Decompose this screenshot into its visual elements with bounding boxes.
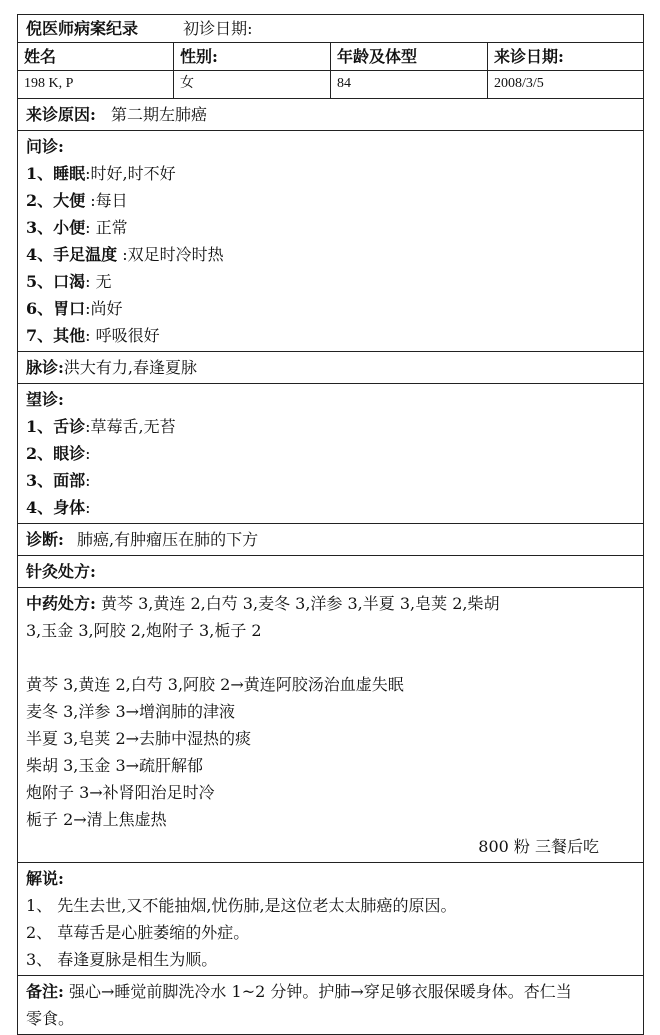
explanation-item: 2、 草莓舌是心脏萎缩的外症。 [26,923,250,942]
reason-value: 第二期左肺癌 [111,105,208,124]
observation-item: 4、身体: [26,498,91,517]
first-visit-label: 初诊日期: [183,19,253,38]
herbal-note: 柴胡 3,玉金 3→疏肝解郁 [26,756,204,775]
reason-label: 来诊原因: [26,105,96,124]
herbal-line-2: 3,玉金 3,阿胶 2,炮附子 3,栀子 2 [26,621,262,640]
diagnosis-value: 肺癌,有肿瘤压在肺的下方 [77,530,259,549]
remarks-section [18,976,643,1034]
title-row [18,15,643,43]
herbal-dosage: 800 粉 三餐后吃 [478,837,599,856]
diagnosis-label: 诊断: [26,530,64,549]
herbal-note: 栀子 2→清上焦虚热 [26,810,167,829]
diagnosis-section [18,524,643,556]
sex-header: 性别: [174,43,331,70]
reason-section [18,99,643,131]
explanation-item: 3、 春逢夏脉是相生为顺。 [26,950,218,969]
herbal-note: 炮附子 3→补肾阳治足时冷 [26,783,215,802]
observation-item: 1、舌诊:草莓舌,无苔 [26,417,176,436]
patient-sex: 女 [174,71,331,98]
herbal-label: 中药处方: [26,594,96,613]
inquiry-item: 2、大便 :每日 [26,191,128,210]
acupuncture-section [18,556,643,588]
patient-age: 84 [331,71,488,98]
inquiry-label: 问诊: [26,137,64,156]
pulse-label: 脉诊: [26,358,64,377]
header-row [18,43,643,71]
inquiry-item: 1、睡眠:时好,时不好 [26,164,176,183]
observation-section [18,384,643,524]
visit-date-header: 来诊日期: [494,47,564,66]
inquiry-item: 6、胃口:尚好 [26,299,123,318]
remarks-line-1: 强心→睡觉前脚洗冷水 1~2 分钟。护肺→穿足够衣服保暖身体。杏仁当 [69,982,572,1001]
remarks-label: 备注: [26,982,64,1001]
herbal-note: 黄芩 3,黄连 2,白芍 3,阿胶 2→黄连阿胶汤治血虚失眠 [26,675,404,694]
observation-label: 望诊: [26,390,64,409]
herbal-note: 麦冬 3,洋参 3→增润肺的津液 [26,702,236,721]
inquiry-item: 4、手足温度 :双足时冷时热 [26,245,224,264]
patient-name: 198 K, P [18,71,174,98]
observation-item: 2、眼诊: [26,444,91,463]
age-header: 年龄及体型 [331,43,488,70]
patient-row [18,71,643,99]
pulse-section [18,352,643,384]
herbal-section [18,588,643,863]
record-title: 倪医师病案纪录 [26,19,139,38]
inquiry-item: 5、口渴: 无 [26,272,112,291]
explanation-section [18,863,643,976]
acupuncture-label: 针灸处方: [26,562,96,581]
remarks-line-2: 零食。 [26,1009,75,1028]
patient-visit-date: 2008/3/5 [494,76,544,91]
medical-record-form [17,14,644,1035]
herbal-note: 半夏 3,皂荚 2→去肺中湿热的痰 [26,729,252,748]
inquiry-item: 7、其他: 呼吸很好 [26,326,160,345]
pulse-value: 洪大有力,春逢夏脉 [63,358,198,377]
inquiry-item: 3、小便: 正常 [26,218,128,237]
herbal-line-1: 黄芩 3,黄连 2,白芍 3,麦冬 3,洋参 3,半夏 3,皂荚 2,柴胡 [95,594,500,613]
observation-item: 3、面部: [26,471,91,490]
explanation-item: 1、 先生去世,又不能抽烟,忧伤肺,是这位老太太肺癌的原因。 [26,896,457,915]
explanation-label: 解说: [26,869,64,888]
inquiry-section [18,131,643,352]
name-header: 姓名 [18,43,174,70]
